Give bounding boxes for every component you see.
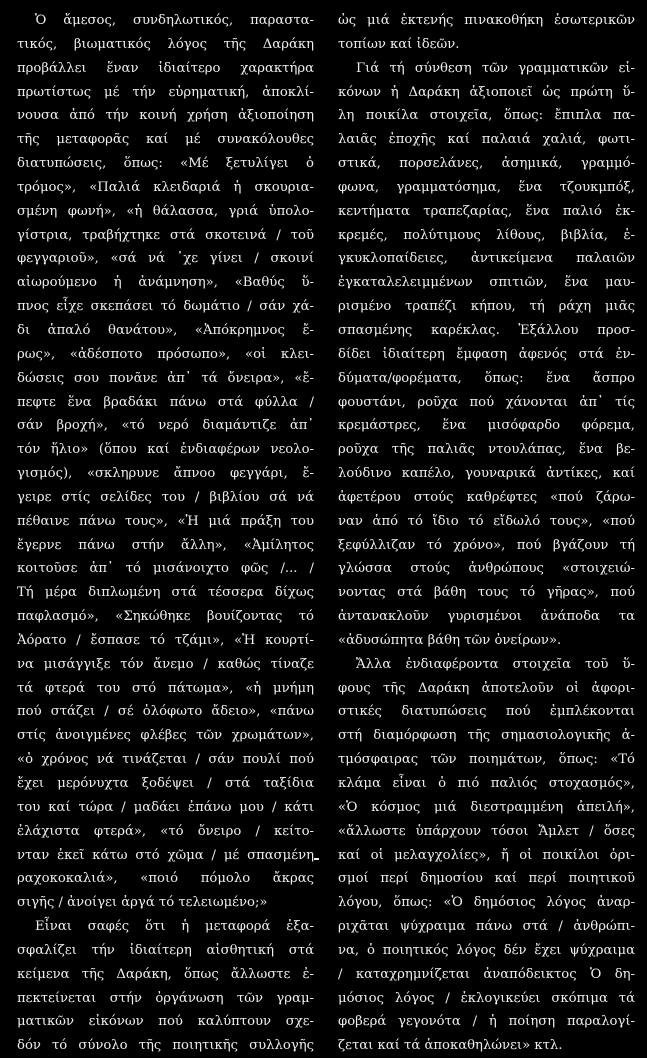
text-line: Ὁ ἄμεσος, συνδηλωτικός, παραστα-: [35, 13, 314, 28]
text-line: ἐγκαταλελειμμένων σπιτιῶν, ἕνα μαυ-: [338, 275, 635, 291]
text-line: σμοί περί δημοσίου καί περί ποιητικοῦ: [338, 871, 635, 887]
text-line: «ἀδυσώπητα βάθη τῶν ὀνείρων».: [338, 632, 562, 648]
text-line: δόν τό σύνολο τῆς ποιητικῆς συλλογῆς: [17, 1038, 314, 1054]
text-line: φουστάνι, ροῦχα πού χάνονται ἀπ᾽ τίς: [338, 394, 635, 410]
text-line: στικές διατυπώσεις πού ἐμπλέκονται: [338, 704, 635, 720]
text-line: νταν ἐκεῖ κάτω στό χῶμα / μέ σπασμένη: [17, 847, 314, 863]
text-line: καί οἱ μελαγχολίες», ἤ οἱ ποικίλοι ὁρι-: [338, 847, 635, 863]
text-line: τικός, βιωματικός λόγος τῆς Δαράκη: [17, 36, 314, 52]
text-line: κρεμές, πολύτιμους λίθους, βιβλία, ἐ-: [338, 227, 635, 243]
text-line: «Ὁ κόσμος μιά διεστραμμένη ἀπειλή»,: [338, 799, 635, 815]
text-line: γκυκλοπαίδειες, ἀντικείμενα παλαιῶν: [338, 251, 635, 267]
text-line: κείμενα τῆς Δαράκη, ὅπως ἄλλωστε ἐ-: [17, 966, 314, 982]
text-line: σπασμένης καρέκλας. Ἐξάλλου προσ-: [338, 322, 635, 338]
text-line: στή διαμόρφωση τῆς σημασιολογικῆς ἀ-: [338, 728, 635, 744]
text-line: φωνα, γραμματόσημα, ἕνα τζουκμπόξ,: [338, 179, 635, 195]
text-line: τόν ἥλιο» (ὅπου καί ἐνδιαφέρων νεολο-: [17, 442, 314, 458]
text-line: δύματα/φορέματα, ὅπως: ἕνα ἄσπρο: [338, 370, 635, 386]
text-line: αἰωρούμενο ἡ ἀνάμνηση», «Βαθύς ὕ-: [17, 275, 314, 291]
text-line: τμόσφαιρας τῶν ποιημάτων, ὅπως: «Τό: [338, 752, 635, 768]
text-line: δι ἁπαλό θανάτου», «Ἀπόκρημνος ἔ-: [17, 322, 314, 338]
text-line: πεκτείνεται στήν ὀργάνωση τῶν γραμ-: [17, 990, 314, 1006]
text-line: προβάλλει ἕναν ἰδιαίτερο χαρακτήρα: [17, 60, 314, 76]
text-line: ζεται καί τά ἀποκαθηλώνει» κτλ.: [338, 1038, 563, 1054]
text-line: / καταχρημνίζεται ἀναπόδεικτος Ὁ δη-: [338, 966, 635, 982]
text-line: Ἀόρατο / ἔσπασε τό τζάμι», «Ἡ κουρτί-: [17, 632, 314, 648]
text-line: διατυπώσεις, ὅπως: «Μέ ξετυλίγει ὁ: [17, 156, 314, 172]
text-line: ριχᾶται ψύχραιμα πάνω στά / ἀνθρώπι-: [338, 919, 635, 935]
text-line: πεφτε ἕνα βραδάκι πάνω στά φύλλα /: [17, 394, 314, 410]
text-line: να μισάγγιξε τόν ἄνεμο / καθώς τίναζε: [17, 656, 314, 672]
text-line: Τή μέρα διπλωμένη στά τέσσερα δίχως: [17, 585, 314, 601]
text-line: ἔγερνε πάνω στήν ἄλλη», «Ἀμίλητος: [17, 537, 314, 553]
text-line: τρόμος», «Παλιά κλειδαριά ἡ σκουρια-: [17, 179, 314, 195]
text-line: σφαλίζει τήν ἰδιαίτερη αἰσθητική στά: [17, 942, 314, 958]
text-line: τῆς μεταφορᾶς καί μέ συνακόλουθες: [17, 132, 314, 148]
text-line: ἔχει μερόνυχτα ξοδέψει / στά ταξίδια: [17, 776, 314, 791]
text-line: γλώσσα στούς ἀνθρώπους «στοιχειώ-: [338, 561, 635, 577]
text-line: ξεφύλλιζαν τό χρόνο», πού βγάζουν τή: [338, 537, 635, 553]
text-line: λαιᾶς ἐποχῆς καί παλαιά χαλιά, φωτι-: [338, 132, 635, 148]
text-line: ρως», «ἀδέσποτο πρόσωπο», «οἱ κλει-: [17, 346, 314, 362]
text-line: ἀφετέρου στούς καθρέφτες «πού ζάρω-: [338, 489, 635, 505]
text-line: Εἶναι σαφές ὅτι ἡ μεταφορά ἐξα-: [35, 919, 314, 935]
text-line: κόνων ἡ Δαράκη ἀξιοποιεῖ ὡς πρώτη ὕ-: [338, 84, 635, 100]
text-line: πρωτίστως μέ τήν εὐρηματική, ἀποκλί-: [17, 84, 314, 100]
text-line: δώσεις σου πονᾶνε ἀπ᾽ τά ὄνειρα», «ἔ-: [17, 370, 314, 386]
text-line: του καί τώρα / μαδάει ἐπάνω μου / κάτι: [17, 799, 314, 815]
text-line: ναν ἀπό τό ἴδιο τό εἴδωλό τους», «πού: [338, 513, 635, 529]
text-line: τά φτερά του στό πάτωμα», «ἡ μνήμη: [17, 680, 314, 696]
text-line: γισμός), «σκληρυνε ἄπνοο φεγγάρι, ἔ-: [17, 466, 314, 482]
text-line: φεγγαριοῦ», «σά νά ᾽χε γίνει / σκοινί: [17, 251, 314, 267]
text-line: γειρε στίς σελίδες του / βιβλίου σά νά: [17, 489, 314, 505]
text-line: γίστρια, τραβήχτηκε στά σκοτεινά / τοῦ: [17, 227, 314, 243]
text-line: πέθαινε πάνω τους», «Ἡ μιά πράξη του: [17, 513, 314, 529]
text-line: λη ποικίλα στοιχεῖα, ὅπως: ἔπιπλα πα-: [338, 108, 635, 124]
text-line: μόσιος λόγος / ἐκλογικεύει σκόπιμα τά: [338, 990, 635, 1006]
text-line: λούδινο καπέλο, γουναρικά ἀντίκες, καί: [338, 466, 635, 482]
text-line: ὡς μιά ἐκτενής πινακοθήκη ἐσωτερικῶν: [338, 13, 635, 28]
text-line: ματικῶν εἰκόνων πού καλύπτουν σχε-: [17, 1014, 314, 1030]
text-line: νουσα ἀπό τήν κοινή χρήση ἀξιοποίηση: [17, 108, 314, 124]
text-line: ραχοκοκαλιά», «ποιό πόμολο ἄκρας: [17, 871, 314, 887]
text-line: κοιτοῦσε ἀπ᾽ τό μισάνοιχτο φῶς /... /: [17, 561, 314, 577]
text-line: «ἄλλωστε ὑπάρχουν τόσοι Ἄμλετ / ὅσες: [338, 823, 635, 839]
text-line: δίδει ἰδιαίτερη ἔμφαση ἀφενός στά ἐν-: [338, 346, 635, 362]
text-line: φους τῆς Δαράκη ἀποτελοῦν οἱ ἀφορι-: [338, 680, 635, 696]
text-line: κλάμα εἶναι ὁ πιό παλιός στοχασμός»,: [338, 776, 635, 791]
text-line: πνος εἶχε σκεπάσει τό δωμάτιο / σάν χά-: [17, 299, 314, 315]
text-line: Γιά τή σύνθεση τῶν γραμματικῶν εἰ-: [356, 60, 635, 76]
text-line: σάν βροχή», «τό νερό διαμάντιζε ἀπ᾽: [17, 418, 314, 434]
text-line: ροῦχα τῆς παλιᾶς ντουλάπας, ἕνα βε-: [338, 442, 635, 458]
text-line: τοπίων καί ἰδεῶν.: [338, 36, 460, 52]
text-line: κεντήματα τραπεζαρίας, ἕνα παλιό ἐκ-: [338, 203, 635, 219]
text-line: ρισμένο τραπέζι κήπου, τή ράχη μιᾶς: [338, 299, 635, 315]
text-line: να, ὁ ποιητικός λόγος δέν ἔχει ψύχραιμα: [338, 942, 635, 958]
stray-ink-mark: [314, 858, 319, 860]
text-line: Ἄλλα ἐνδιαφέροντα στοιχεῖα τοῦ ὕ-: [356, 656, 635, 672]
text-line: πού στάζει / σέ ὁλόφωτο ἄδειο», «πάνω: [17, 704, 314, 720]
text-line: νοντας στά βάθη τους τό γῆρας», πού: [338, 585, 635, 601]
text-line: στικά, πορσελάνες, ἀσημικά, γραμμό-: [338, 156, 635, 172]
left-text-column: [17, 9, 314, 1058]
text-line: κρεμάστρες, ἕνα μισόφαρδο φόρεμα,: [338, 418, 635, 434]
text-line: σμένη φωνή», «ἡ θάλασσα, γριά ὑπολο-: [17, 203, 314, 219]
text-line: ἀντανακλοῦν γυρισμένοι ἀνάποδα τα: [338, 609, 635, 625]
right-text-column: [338, 9, 635, 1058]
text-line: παφλασμό», «Σηκώθηκε βουίζοντας τό: [17, 609, 314, 625]
text-line: «ὁ χρόνος νά τινάζεται / σάν πουλί πού: [17, 752, 314, 768]
text-line: φοβερά γεγονότα / ἡ ποίηση παραλογί-: [338, 1014, 635, 1030]
text-line: λόγου, ὅπως: «Ὁ δημόσιος λόγος ἀναρ-: [338, 895, 635, 911]
text-line: σιγῆς / ἀνοίγει ἀργά τό τελειωμένο;»: [17, 895, 268, 911]
text-line: ἐλάχιστα φτερά», «τό ὄνειρο / κείτο-: [17, 823, 314, 839]
text-line: στίς ἀνοιγμένες φλέβες τῶν χρωμάτων»,: [17, 728, 314, 744]
